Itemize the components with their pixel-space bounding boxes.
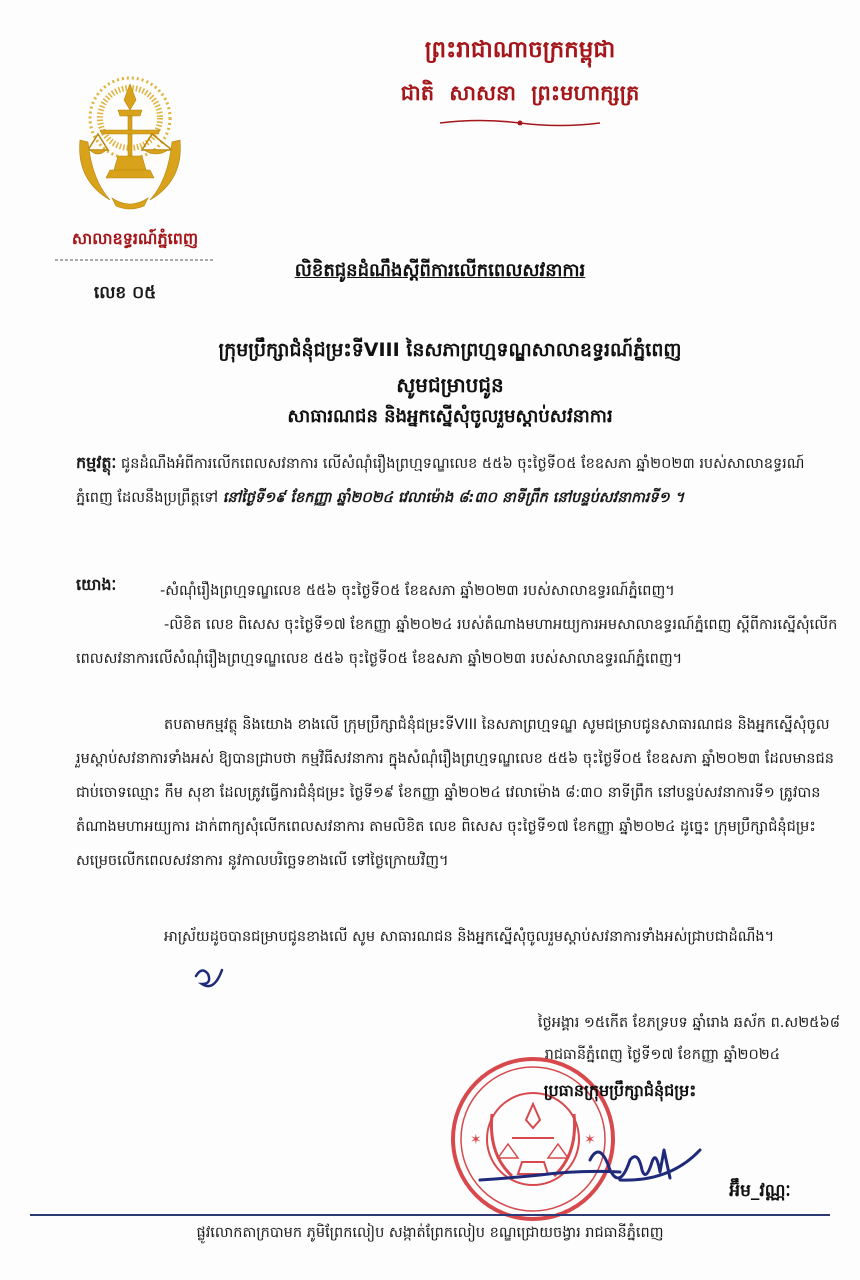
footer-address: ផ្លូវលោកតាក្របាមក ភូមិព្រែកលៀប សង្កាត់ព្រែកលៀប ខណ្ឌជ្រោយចង្វារ រាជធានីភ្នំពេញ <box>196 1225 664 1241</box>
subject-label: កម្មវត្ថុៈ <box>76 453 117 472</box>
subject-emphasis: នៅថ្ងៃទី១៩ ខែកញ្ញា ឆ្នាំ២០២៤ វេលាម៉ោង ៨:៣០ នាទីព្រឹក នៅបន្ទប់សវនាការទី១ ។ <box>222 490 685 506</box>
handwritten-signature <box>470 1120 720 1210</box>
reference-item-2: -លិខិត លេខ ពិសេស ចុះថ្ងៃទី១៧ ខែកញ្ញា ឆ្នាំ២០២៤ របស់តំណាងមហាអយ្យការអមសាលាឧទ្ធរណ៍ភ្នំពេញ ស្តីពីការស្នើសុំលើកពេលសវនាការលើសំណុំរឿងព្រហ្មទណ្ឌលេខ ៥៥៦ ចុះថ្ងៃទី០៥ ខែឧសភា ឆ្នាំ២០២៣ របស់សាលាឧទ្ធរណ៍ភ្នំពេញ។ <box>76 617 838 667</box>
svg-text:✶: ✶ <box>584 1132 596 1148</box>
reference-label: យោងៈ <box>76 575 117 594</box>
handwritten-initial-mark <box>188 958 228 998</box>
footer-divider <box>30 1214 830 1216</box>
signer-name: អ៊ឹម_វណ្ណៈ <box>729 1181 791 1201</box>
document-title: លិខិតជូនដំណឹងស្តីពីការលើកពេលសវនាការ <box>294 260 586 281</box>
sender-line: ក្រុមប្រឹក្សាជំនុំជម្រះទីVIII នៃសភាព្រហ្មទណ្ឌសាលាឧទ្ធរណ៍ភ្នំពេញ <box>218 339 682 361</box>
svg-text:✶: ✶ <box>470 1132 482 1148</box>
salutation: សូមជម្រាបជូន <box>396 373 504 397</box>
recipients-line: សាធារណជន និងអ្នកស្នើសុំចូលរួមស្តាប់សវនាការ <box>287 406 613 427</box>
court-name: សាលាឧទ្ធរណ៍ភ្នំពេញ <box>71 229 199 248</box>
ornament-divider <box>440 118 600 128</box>
ornament-divider <box>55 256 215 264</box>
body-paragraph-2: អាស្រ័យដូចបានជម្រាបជូនខាងលើ សូម សាធារណជន និងអ្នកស្នើសុំចូលរួមស្តាប់សវនាការទាំងអស់ជ្រាបជាដំណឹង។ <box>164 929 775 945</box>
kingdom-heading: ព្រះរាជាណាចក្រកម្ពុជា <box>424 37 616 63</box>
national-motto: ជាតិ សាសនា ព្រះមហាក្សត្រ <box>400 81 640 105</box>
body-paragraph-1: តបតាមកម្មវត្ថុ និងយោង ខាងលើ ក្រុមប្រឹក្សាជំនុំជម្រះទីVIII នៃសភាព្រហ្មទណ្ឌ សូមជម្រាបជូនសាធារណជន និងអ្នកស្នើសុំចូលរួមស្តាប់សវនាការទាំងអស់ ឱ្យបានជ្រាបថា កម្មវិធីសវនាការ ក្នុងសំណុំរឿងព្រហ្មទណ្ឌលេខ ៥៥៦ ចុះថ្ងៃទី០៥ ខែឧសភា ឆ្នាំ២០២៣ ដែលមានជនជាប់ចោទឈ្មោះ កឹម សុខា ដែលត្រូវធ្វើការជំនុំជម្រះ ថ្ងៃទី១៩ ខែកញ្ញា ឆ្នាំ២០២៤ វេលាម៉ោង ៨:៣០ នាទីព្រឹក នៅបន្ទប់សវនាការទី១ ត្រូវបានតំណាងមហាអយ្យការ ដាក់ពាក្យសុំលើកពេលសវនាការ តាមលិខិត លេខ ពិសេស ចុះថ្ងៃទី១៧ ខែកញ្ញា ឆ្នាំ២០២៤ ដូច្នេះ ក្រុមប្រឹក្សាជំនុំជម្រះ សម្រេចលើកពេលសវនាការ នូវកាលបរិច្ឆេទខាងលើ ទៅថ្ងៃក្រោយវិញ។ <box>76 717 834 869</box>
lunar-date: ថ្ងៃអង្គារ ១៥កើត ខែភទ្របទ ឆ្នាំរោង ឆស័ក ព.ស២៥៦៨ <box>537 1015 840 1031</box>
document-number: លេខ ០៥ <box>93 283 157 303</box>
solar-date: រាជធានីភ្នំពេញ ថ្ងៃទី១៧ ខែកញ្ញា ឆ្នាំ២០២៤ <box>544 1047 780 1063</box>
subject-text: ជូនដំណឹងអំពីការលើកពេលសវនាការ លើសំណុំរឿងព្រហ្មទណ្ឌលេខ ៥៥៦ ចុះថ្ងៃទី០៥ ខែឧសភា ឆ្នាំ២០២៣ របស់សាលាឧទ្ធរណ៍ភ្នំពេញ ដែលនឹងប្រព្រឹត្តទៅ <box>76 456 805 506</box>
subject-paragraph <box>76 446 836 515</box>
reference-item-1: -សំណុំរឿងព្រហ្មទណ្ឌលេខ ៥៥៦ ចុះថ្ងៃទី០៥ ខែឧសភា ឆ្នាំ២០២៣ របស់សាលាឧទ្ធរណ៍ភ្នំពេញ។ <box>160 583 675 599</box>
court-emblem-logo <box>70 70 190 220</box>
signer-title: ប្រធានក្រុមប្រឹក្សាជំនុំជម្រះ <box>543 1081 697 1100</box>
